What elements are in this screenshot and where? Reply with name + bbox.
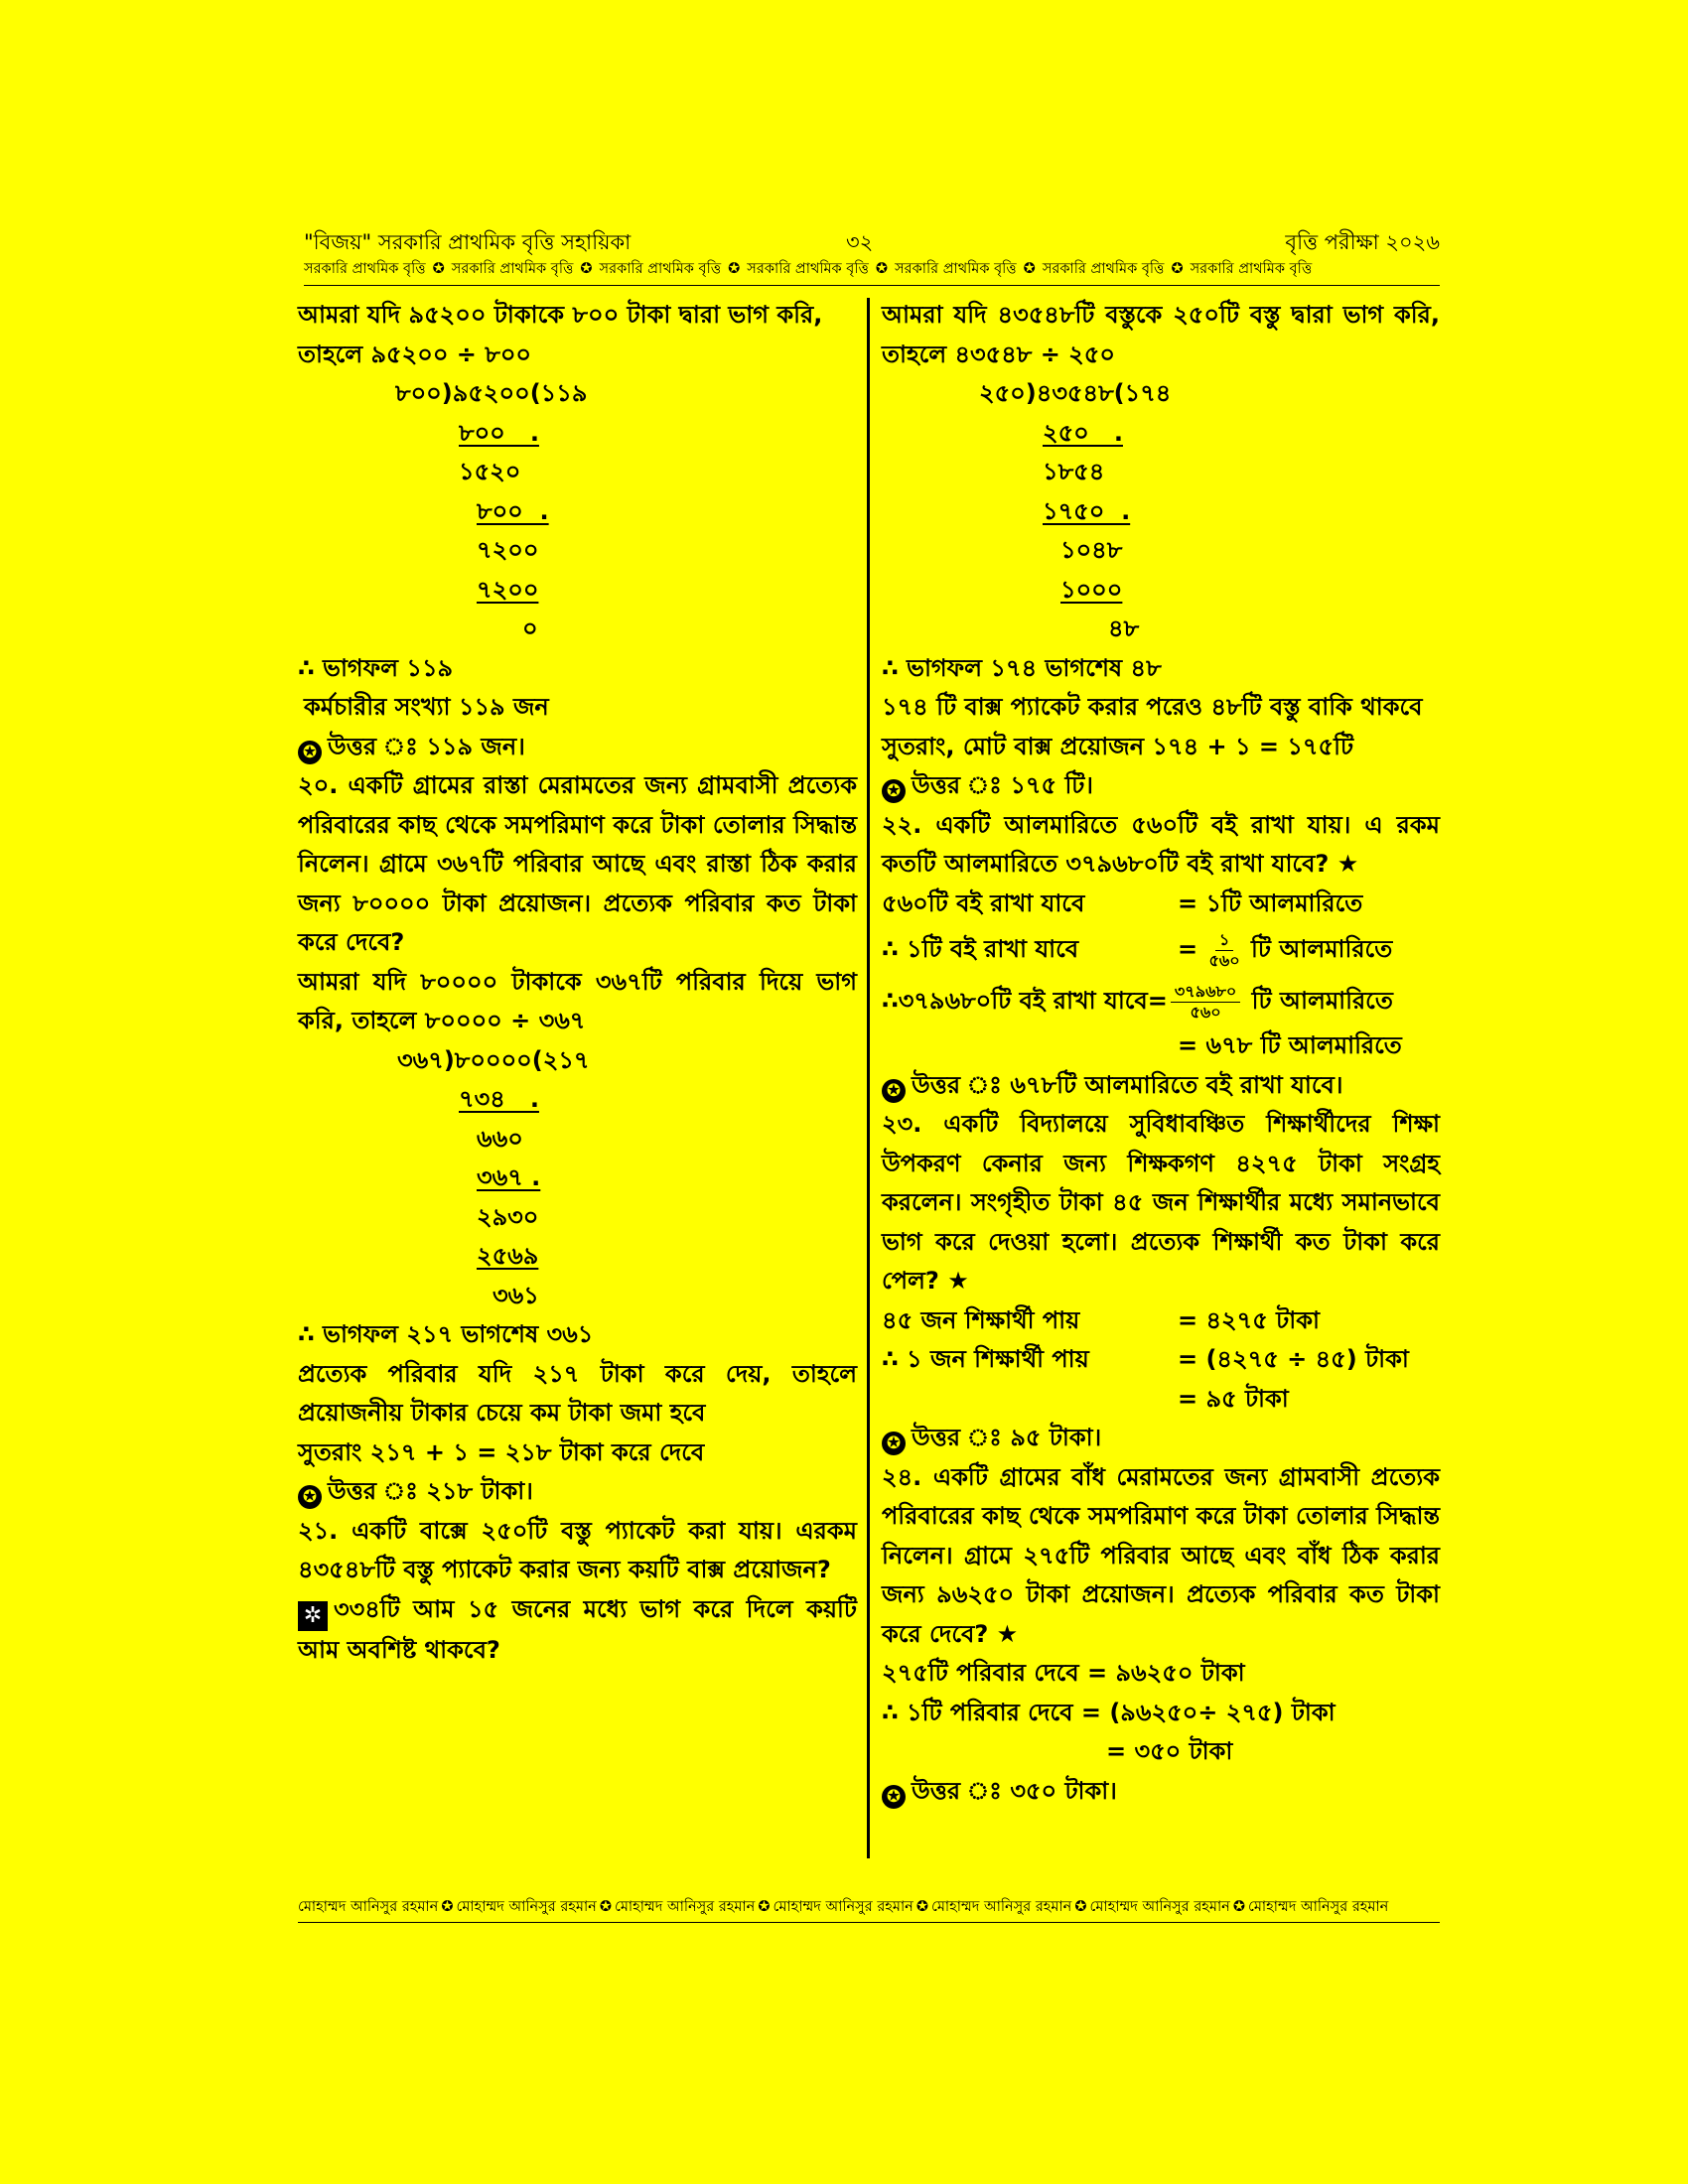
star-separator-icon: ✪ (875, 261, 889, 277)
line-text: ৭২০০ (477, 575, 539, 604)
left-column (298, 296, 866, 1670)
line-text: উত্তর ঃ ২১৮ টাকা। (328, 1477, 533, 1505)
text-line (882, 766, 1440, 806)
star-separator-icon: ✪ (1023, 261, 1036, 277)
q22-eq-row: ∴৩৭৯৬৮০টি বই রাখা যাবে= $\frac{৩৭৯৬৮০}{৫৬০}$ টি আলমারিতে (882, 981, 1393, 1022)
star-separator-icon: ✪ (758, 1899, 771, 1915)
eq-right: = (৪২৭৫ ÷ ৪৫) টাকা (1178, 1345, 1409, 1373)
eq-right: = ৯৫ টাকা (1178, 1384, 1289, 1413)
tagline-text: সরকারি প্রাথমিক বৃত্তি (1190, 261, 1313, 277)
text-line (882, 374, 1440, 414)
star-separator-icon: ✪ (1074, 1899, 1087, 1915)
line-text: ১৭৫০ . (1043, 496, 1131, 525)
line-text: ৪৮ (1108, 614, 1140, 642)
text-line (298, 414, 857, 454)
text-line (298, 1277, 857, 1316)
text-line (882, 571, 1440, 611)
text-line (882, 688, 1440, 728)
text-line (882, 453, 1440, 492)
line-text: ৮০০)৯৫২০০(১১৯ (395, 379, 588, 407)
footer-author: মোহাম্মদ আনিসুর রহমান (931, 1899, 1072, 1915)
line-text: ১০০০ (1060, 575, 1123, 604)
line-text: ২৩. একটি বিদ্যালয়ে সুবিধাবঞ্চিত শিক্ষার্থীদের শিক্ষা উপকরণ কেনার জন্য শিক্ষকগণ ৪২৭৫ টাকা সংগ্রহ করলেন। সংগৃহীত টাকা ৪৫ জন শিক্ষার্থীর মধ্যে সমানভাবে ভাগ করে দেওয়া হলো। প্রত্যেক শিক্ষার্থী কত টাকা করে পেল? ★ (882, 1110, 1449, 1295)
right-column-part-a (882, 296, 1449, 885)
text-line (882, 1340, 1440, 1380)
text-line (298, 1159, 857, 1198)
tagline-text: সরকারি প্রাথমিক বৃত্তি (747, 261, 869, 277)
text-line (882, 1732, 1440, 1772)
line-text: ২৪. একটি গ্রামের বাঁধ মেরামতের জন্য গ্রামবাসী প্রত্যেক পরিবারের কাছ থেকে সমপরিমাণ করে টাকা তোলার সিদ্ধান্ত নিলেন। গ্রামে ২৭৫টি পরিবার আছে এবং বাঁধ ঠিক করার জন্য ৯৬২৫০ টাকা প্রয়োজন। প্রত্যেক পরিবার কত টাকা করে দেবে? ★ (882, 1462, 1449, 1648)
pattern-box-icon: ✲ (298, 1601, 328, 1631)
q22-eq-row: ৫৬০টি বই রাখা যাবে = ১টি আলমারিতে (882, 888, 1363, 917)
line-text: ৭৩৪ . (459, 1085, 539, 1113)
line-text: সুতরাং ২১৭ + ১ = ২১৮ টাকা করে দেবে (298, 1437, 705, 1466)
text-line (882, 531, 1440, 571)
line-text: ১৮৫৪ (1043, 458, 1105, 485)
text-line (298, 1472, 857, 1512)
line-text: ৩৬৭)৮০০০০(২১৭ (397, 1045, 590, 1074)
text-line (298, 1237, 857, 1277)
line-text: ১০৪৮ (1060, 536, 1123, 564)
text-line (882, 1301, 1440, 1341)
line-text: ২৫০)৪৩৫৪৮(১৭৪ (979, 379, 1172, 407)
text-line (298, 610, 857, 649)
text-line (882, 1694, 1440, 1733)
line-text: = ৩৫০ টাকা (1106, 1737, 1233, 1765)
text-line (298, 1120, 857, 1160)
q22-eq-row: ∴ ১টি বই রাখা যাবে = $\frac{১}{৫৬০}$ টি আলমারিতে (882, 929, 1393, 970)
star-bullet-icon: ✪ (882, 1785, 906, 1809)
text-line (298, 728, 857, 767)
book-title: "বিজয়" সরকারি প্রাথমিক বৃত্তি সহায়িকা (304, 230, 632, 254)
line-text: তাহলে ৯৫২০০ ÷ ৮০০ (298, 340, 532, 368)
text-line (882, 414, 1440, 454)
text-line (882, 649, 1440, 689)
text-line (298, 336, 857, 375)
right-column-part-b (882, 1105, 1449, 1811)
line-text: ৬৬০ (477, 1124, 523, 1153)
exam-title: বৃত্তি পরীক্ষা ২০২৬ (1285, 230, 1440, 254)
line-text: ০ (522, 614, 538, 642)
footer-author: মোহাম্মদ আনিসুর রহমান (1248, 1899, 1389, 1915)
tagline-text: সরকারি প্রাথমিক বৃত্তি (304, 261, 426, 277)
line-text: প্রত্যেক পরিবার যদি ২১৭ টাকা করে দেয়, তাহলে প্রয়োজনীয় টাকার চেয়ে কম টাকা জমা হবে (298, 1359, 866, 1427)
fraction: $\frac{৩৭৯৬৮০}{৫৬০}$ (1171, 982, 1240, 1023)
text-line (298, 453, 857, 492)
text-line (882, 296, 1449, 374)
text-line (298, 1512, 866, 1590)
q22-solution (882, 885, 1440, 1106)
text-line (882, 1458, 1449, 1655)
line-text: ∴ ভাগফল ১৭৪ ভাগশেষ ৪৮ (882, 653, 1162, 682)
star-separator-icon: ✪ (1232, 1899, 1245, 1915)
header-tagline (304, 258, 1440, 286)
line-text: ৮০০ . (477, 496, 549, 525)
eq-right: = ৪২৭৫ টাকা (1178, 1305, 1320, 1334)
text-line (298, 1433, 857, 1473)
text-line (298, 492, 857, 532)
tagline-text: সরকারি প্রাথমিক বৃত্তি (895, 261, 1017, 277)
column-divider (867, 298, 870, 1858)
text-line (882, 492, 1440, 532)
line-text: ১৭৪ টি বাক্স প্যাকেট করার পরেও ৪৮টি বস্তু বাকি থাকবে (882, 693, 1423, 721)
text-line (298, 963, 866, 1041)
text-line (882, 806, 1449, 885)
footer-author: মোহাম্মদ আনিসুর রহমান (615, 1899, 756, 1915)
line-text: ১৫২০ (459, 458, 521, 485)
star-separator-icon: ✪ (441, 1899, 454, 1915)
answer-line: ✪ উত্তর ঃ ৬৭৮টি আলমারিতে বই রাখা যাবে। (882, 1066, 1440, 1106)
line-text: ∴ ভাগফল ১১৯ (298, 653, 454, 682)
line-text: ৮০০ . (459, 418, 539, 447)
text-line (298, 1080, 857, 1120)
text-line (298, 1198, 857, 1238)
line-text: সুতরাং, মোট বাক্স প্রয়োজন ১৭৪ + ১ = ১৭৫টি (882, 732, 1354, 760)
q22-eq-row: = ৬৭৮ টি আলমারিতে (1178, 1031, 1402, 1059)
right-column (882, 296, 1449, 1811)
line-text: ২২. একটি আলমারিতে ৫৬০টি বই রাখা যায়। এ রকম কতটি আলমারিতে ৩৭৯৬৮০টি বই রাখা যাবে? ★ (882, 810, 1449, 878)
text-line (882, 610, 1440, 649)
tagline-text: সরকারি প্রাথমিক বৃত্তি (451, 261, 574, 277)
footer-author: মোহাম্মদ আনিসুর রহমান (456, 1899, 597, 1915)
text-line (882, 1654, 1440, 1694)
star-bullet-icon: ✪ (882, 779, 906, 803)
line-text: কর্মচারীর সংখ্যা ১১৯ জন (304, 693, 549, 721)
line-text: ৭২০০ (477, 536, 539, 564)
star-bullet-icon: ✪ (298, 741, 322, 764)
star-separator-icon: ✪ (599, 1899, 612, 1915)
page-header (298, 226, 1440, 286)
line-text: ২৫০ . (1043, 418, 1123, 447)
line-text: ২৭৫টি পরিবার দেবে = ৯৬২৫০ টাকা (882, 1659, 1245, 1687)
text-line (882, 1772, 1440, 1812)
text-line (882, 728, 1440, 767)
text-line (882, 1105, 1449, 1301)
line-text: ∴ ভাগফল ২১৭ ভাগশেষ ৩৬১ (298, 1320, 594, 1348)
eq-left: ৪৫ জন শিক্ষার্থী পায় (882, 1305, 1080, 1334)
line-text: ২৯৩০ (477, 1202, 539, 1231)
line-text: ২১. একটি বাক্সে ২৫০টি বস্তু প্যাকেট করা যায়। এরকম ৪৩৫৪৮টি বস্তু প্যাকেট করার জন্য কয়টি বাক্স প্রয়োজন? (298, 1516, 866, 1583)
star-bullet-icon: ✪ (882, 1432, 906, 1455)
page-footer (298, 1896, 1440, 1923)
footer-author: মোহাম্মদ আনিসুর রহমান (1089, 1899, 1230, 1915)
line-text: উত্তর ঃ ১৭৫ টি। (912, 771, 1093, 799)
line-text: আমরা যদি ৯৫২০০ টাকাকে ৮০০ টাকা দ্বারা ভাগ করি, (298, 301, 823, 329)
line-text: আমরা যদি ৪৩৫৪৮টি বস্তুকে ২৫০টি বস্তু দ্বারা ভাগ করি, তাহলে ৪৩৫৪৮ ÷ ২৫০ (882, 301, 1449, 368)
star-bullet-icon: ✪ (882, 1079, 906, 1103)
line-text: উত্তর ঃ ৯৫ টাকা। (912, 1424, 1102, 1451)
line-text: ∴ ১টি পরিবার দেবে = (৯৬২৫০÷ ২৭৫) টাকা (882, 1698, 1336, 1726)
footer-author: মোহাম্মদ আনিসুর রহমান (298, 1899, 439, 1915)
star-separator-icon: ✪ (580, 261, 593, 277)
text-line (298, 296, 857, 336)
text-line (298, 649, 857, 689)
text-line (298, 688, 857, 728)
line-text: ৩৬১ (492, 1281, 539, 1309)
line-text: ৩৩৪টি আম ১৫ জনের মধ্যে ভাগ করে দিলে কয়টি আম অবশিষ্ট থাকবে? (298, 1594, 866, 1664)
line-text: উত্তর ঃ ৩৫০ টাকা। (912, 1776, 1117, 1805)
fraction: $\frac{১}{৫৬০}$ (1208, 929, 1240, 970)
page-number: ৩২ (846, 230, 874, 254)
text-line (298, 1041, 857, 1081)
text-line (298, 1590, 866, 1671)
star-bullet-icon: ✪ (298, 1485, 322, 1509)
line-text: উত্তর ঃ ১১৯ জন। (328, 732, 525, 760)
eq-left: ∴ ১ জন শিক্ষার্থী পায় (882, 1345, 1089, 1373)
star-separator-icon: ✪ (1171, 261, 1184, 277)
text-line (882, 1380, 1440, 1420)
text-line (298, 571, 857, 611)
line-text: ২০. একটি গ্রামের রাস্তা মেরামতের জন্য গ্রামবাসী প্রত্যেক পরিবারের কাছ থেকে সমপরিমাণ করে টাকা তোলার সিদ্ধান্ত নিলেন। গ্রামে ৩৬৭টি পরিবার আছে এবং রাস্তা ঠিক করার জন্য ৮০০০০ টাকা প্রয়োজন। প্রত্যেক পরিবার কত টাকা করে দেবে? (298, 771, 866, 956)
line-text: আমরা যদি ৮০০০০ টাকাকে ৩৬৭টি পরিবার দিয়ে ভাগ করি, তাহলে ৮০০০০ ÷ ৩৬৭ (298, 967, 866, 1034)
line-text: ২৫৬৯ (477, 1242, 539, 1270)
line-text: ৩৬৭ . (477, 1163, 541, 1191)
tagline-text: সরকারি প্রাথমিক বৃত্তি (1042, 261, 1165, 277)
star-separator-icon: ✪ (728, 261, 741, 277)
text-line (298, 374, 857, 414)
text-line (298, 1315, 857, 1355)
star-separator-icon: ✪ (432, 261, 445, 277)
text-line (298, 1355, 866, 1433)
text-line (298, 531, 857, 571)
tagline-text: সরকারি প্রাথমিক বৃত্তি (599, 261, 722, 277)
text-line (298, 766, 866, 963)
star-separator-icon: ✪ (915, 1899, 928, 1915)
text-line (882, 1419, 1440, 1458)
footer-author: মোহাম্মদ আনিসুর রহমান (773, 1899, 914, 1915)
